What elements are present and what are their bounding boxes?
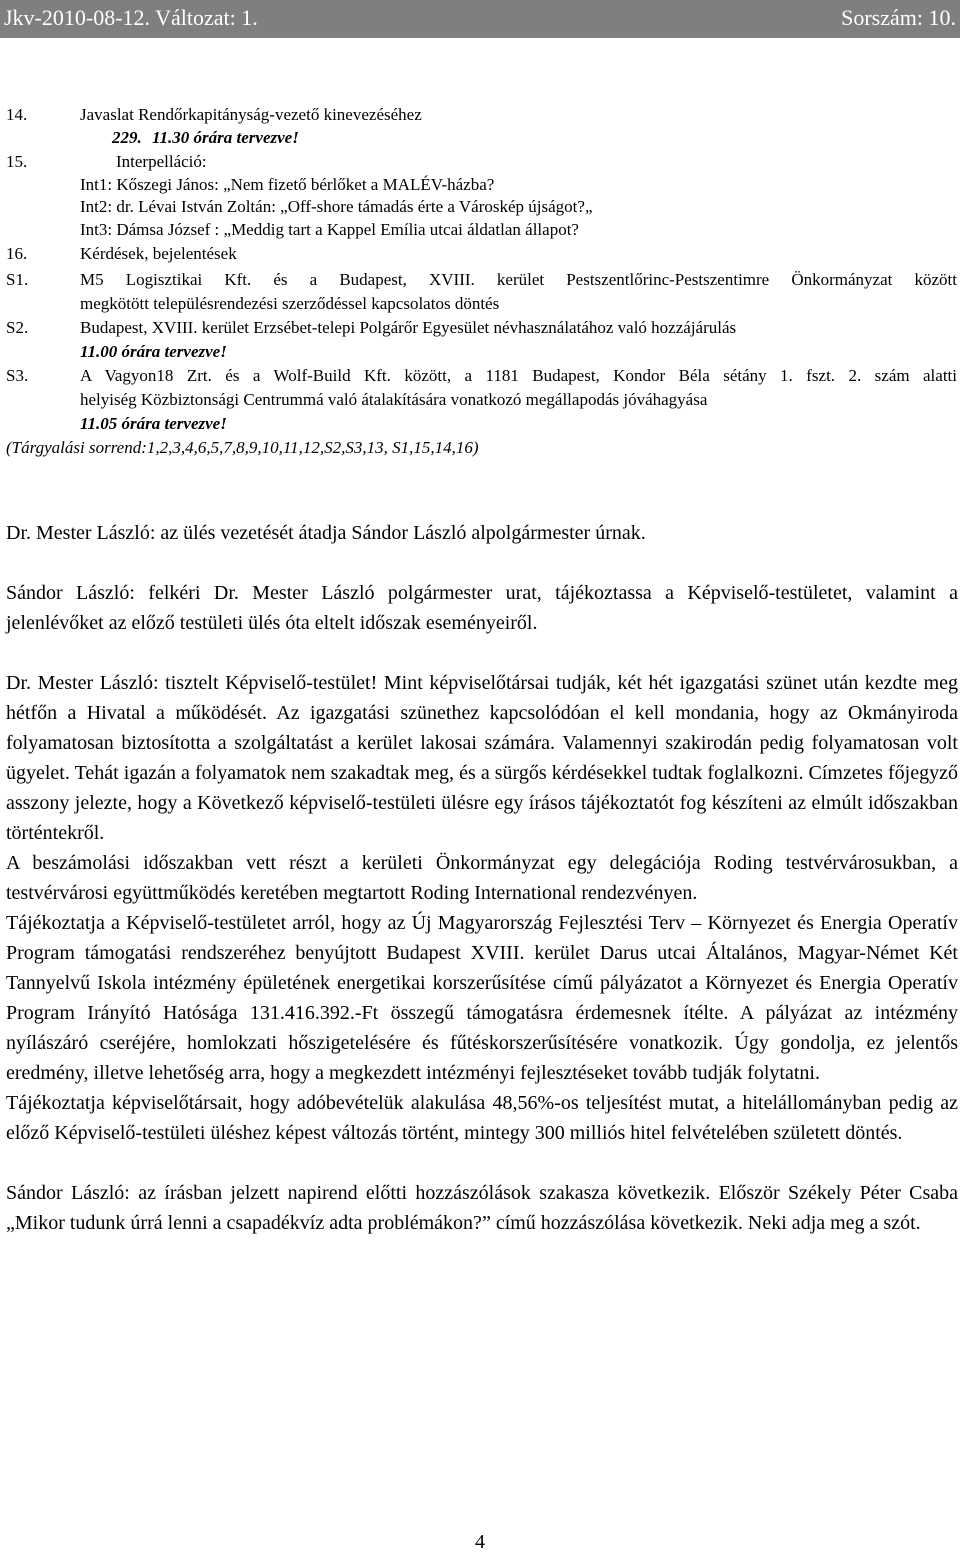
agenda-item-title-continued: megkötött településrendezési szerződéssel kapcsolatos döntés: [80, 294, 500, 313]
paragraph: Tájékoztatja képviselőtársait, hogy adóbevételük alakulása 48,56%-os teljesítést mutat, a hitelállományban pedig az előző Képviselő-testületi üléshez képest változás történt, mintegy 300 milliós hitel felvételében született döntés.: [6, 1092, 958, 1144]
interpellation-1: Int1: Kőszegi János: „Nem fizető bérlőket a MALÉV-házba?: [80, 175, 495, 194]
agenda-item-number: 16.: [6, 244, 28, 263]
speaker-name: Sándor László:: [6, 582, 135, 604]
agenda-item-title: Budapest, XVIII. kerület Erzsébet-telepi Polgárőr Egyesület névhasználatához való hozzájárulás: [80, 318, 737, 337]
agenda-item-number: 14.: [6, 105, 28, 124]
agenda-item-title: Javaslat Rendőrkapitányság-vezető kinevezéséhez: [80, 105, 422, 124]
agenda-item-title: M5 Logisztikai Kft. és a Budapest, XVIII. kerület Pestszentlőrinc-Pestszentimre Önkormányzat között: [80, 270, 957, 289]
header-serial-number: Sorszám: 10.: [841, 5, 956, 30]
speaker-name: Dr. Mester László:: [6, 672, 159, 694]
document-header: [0, 0, 960, 38]
paragraph: [6, 668, 958, 848]
agenda-item-title: Interpelláció:: [116, 152, 207, 171]
agenda-item-number: S2.: [6, 318, 29, 337]
agenda-item-time: 11.05 órára tervezve!: [80, 414, 227, 433]
page-number: 4: [475, 1531, 485, 1553]
paragraph: Tájékoztatja a Képviselő-testületet arról, hogy az Új Magyarország Fejlesztési Terv – Környezet és Energia Operatív Program támogatási rendszeréhez benyújtott Budapest XVIII. kerület Darus utcai Általános, Magyar-Német Két Tannyelvű Iskola intézmény épületének energetikai korszerűsítése című pályázatot a Környezet és Energia Operatív Program Irányító Hatósága 131.416.392.-Ft összegű támogatásra érdemesnek ítélte. A pályázat az intézmény nyílászáró cseréjére, homlokzati hőszigetelésére és fűtéskorszerűsítésére vonatkozik. Úgy gondolja, ez jelentős eredmény, illetve lehetőség arra, hogy a megkezdett intézményi fejlesztéseket tovább tudják folytatni.: [6, 912, 958, 1084]
agenda-item-time: 11.00 órára tervezve!: [80, 342, 227, 361]
agenda-item-title: A Vagyon18 Zrt. és a Wolf-Build Kft. között, a 1181 Budapest, Kondor Béla sétány 1. fszt. 2. szám alatti: [80, 366, 957, 385]
speech-text: felkéri Dr. Mester László polgármester urat, tájékoztassa a Képviselő-testületet, valamint a jelenlévőket az előző testületi ülés óta eltelt időszak eseményeiről.: [6, 582, 959, 634]
agenda-order: (Tárgyalási sorrend:1,2,3,4,6,5,7,8,9,10,11,12,S2,S3,13, S1,15,14,16): [6, 438, 479, 457]
paragraph: [6, 1178, 958, 1238]
interpellation-3: Int3: Dámsa József : „Meddig tart a Kappel Emília utcai áldatlan állapot?: [80, 220, 579, 239]
paragraph: [6, 518, 958, 548]
paragraph: [6, 578, 958, 638]
speaker-name: Dr. Mester László:: [6, 522, 156, 544]
minutes-body: [6, 518, 958, 1238]
speech-text: az írásban jelzett napirend előtti hozzászólások szakasza következik. Először Székely Péter Csaba „Mikor tudunk úrrá lenni a csapadékvíz adta problémákon?” című hozzászólása következik. Neki adja meg a szót.: [6, 1182, 958, 1234]
speech-text: tisztelt Képviselő-testület! Mint képviselőtársai tudják, két hét igazgatási szünet után kezdte meg hétfőn a Hivatal a működését. Az igazgatási szünethez kapcsolódóan el kell mondania, hogy az Okmányiroda folyamatosan biztosította a szolgáltatást a kerület lakosai számára. Valamennyi szakirodán pedig folyamatosan volt ügyelet. Tehát igazán a folyamatok nem szakadtak meg, és a sürgős kérdésekkel tudtak foglalkozni. Címzetes főjegyző asszony jelezte, hogy a Következő képviselő-testületi ülésre egy írásos tájékoztatót fog készíteni az elmúlt időszakban történtekről.: [6, 672, 959, 844]
agenda-item-time: 11.30 órára tervezve!: [152, 128, 299, 147]
agenda-item-title: Kérdések, bejelentések: [80, 244, 237, 263]
paragraph: A beszámolási időszakban vett részt a kerületi Önkormányzat egy delegációja Roding testvérvárosukban, a testvérvárosi együttműködés keretében megtartott Roding International rendezvényen.: [6, 852, 958, 904]
agenda-item-title-continued: helyiség Közbiztonsági Centrummá való átalakítására vonatkozó megállapodás jóváhagyása: [80, 390, 708, 409]
agenda-item-number: S1.: [6, 270, 29, 289]
agenda-item-reference: 229.: [112, 128, 142, 147]
agenda-item-number: S3.: [6, 366, 29, 385]
agenda-item-number: 15.: [6, 152, 28, 171]
speech-text: az ülés vezetését átadja Sándor László alpolgármester úrnak.: [155, 522, 646, 544]
speaker-name: Sándor László:: [6, 1182, 130, 1204]
interpellation-2: Int2: dr. Lévai István Zoltán: „Off-shore támadás érte a Városkép újságot?„: [80, 197, 593, 216]
header-version: Jkv-2010-08-12. Változat: 1.: [4, 5, 258, 30]
